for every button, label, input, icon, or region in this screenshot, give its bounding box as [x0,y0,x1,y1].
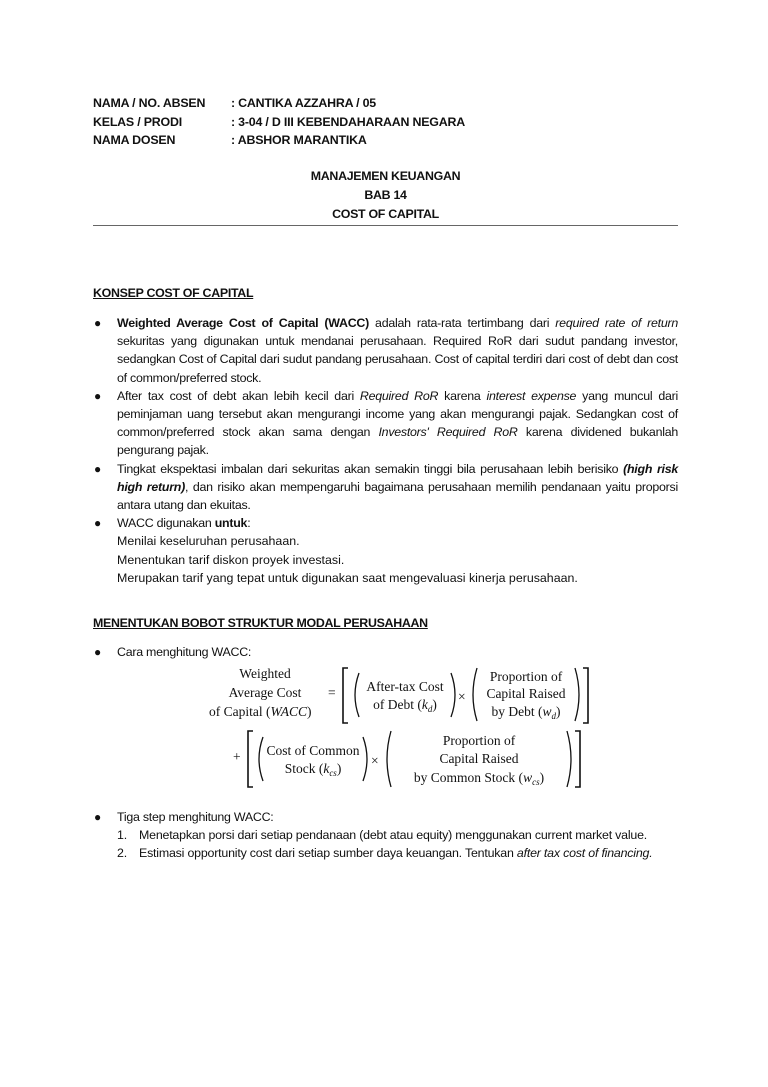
text-run: yang muncul dari peminjaman uang tersebut akan mengurangi income yang akan mengurangi pajak. Sedangkan cost of common/preferred stock akan sama dengan [117,388,679,440]
step-text: Menetapkan porsi dari setiap pendanaan (debt atau equity) menggunakan current market value. [139,828,648,843]
identity-row-lecturer [93,131,465,150]
bullet-icon: ● [94,461,102,476]
formula-text: of Debt $(k_d)$ [373,697,437,714]
list-item [93,514,678,587]
bold-italic-term: (high risk high return) [117,461,678,494]
identity-row-name [93,94,465,113]
usage-line: Menentukan tarif diskon proyek investasi. [117,552,345,567]
formula-text: Proportion of [489,669,563,684]
text-run: , dan risiko akan mempengaruhi bagaimana perusahaan memilih pendanaan yaitu proporsi antara utang dan ekuitas. [117,479,678,513]
identity-value: : 3-04 / D III KEBENDAHARAAN NEGARA [231,114,465,129]
formula-text: by Debt $(w_d)$ [491,704,561,721]
identity-value: : ABSHOR MARANTIKA [231,133,367,147]
section2-bullet-steps [93,808,678,863]
paren-right [451,673,455,717]
paren-right [575,668,579,721]
formula-text: Capital Raised [439,751,519,766]
formula-text: of Capital (WACC) [209,704,312,719]
italic-term: Required RoR [359,388,439,403]
text-run: Tingkat ekspektasi imbalan dari sekuritas akan semakin tinggi bila perusahaan lebih berisiko [117,461,624,476]
section2-bullet-wacc [93,643,678,661]
section-heading-konsep: KONSEP COST OF CAPITAL [93,286,254,300]
text-run: WACC digunakan [117,516,215,531]
bullet-icon: ● [94,645,102,659]
formula-text: by Common Stock $(w_{cs})$ [413,770,545,787]
title-divider [93,225,678,226]
italic-term: after tax cost of financing. [516,846,653,861]
formula-plus: + [233,749,241,764]
section-heading-bobot: MENENTUKAN BOBOT STRUKTUR MODAL PERUSAHAAN [93,616,428,630]
step-number: 1. [117,828,127,843]
usage-line: Menilai keseluruhan perusahaan. [117,534,300,549]
formula-text: After-tax Cost [366,679,444,694]
list-item [93,460,678,515]
paren-left [473,668,477,721]
formula-lhs [209,666,312,719]
title-course: MANAJEMEN KEUANGAN [310,169,461,183]
identity-header [93,94,465,150]
bullet-icon: ● [94,516,102,531]
list-item [117,844,678,862]
bullet-icon: ● [94,810,102,824]
step-number: 2. [117,846,127,861]
list-item [93,387,678,460]
paren-left [387,731,391,787]
steps-list [117,826,678,862]
document-title [93,167,678,224]
bullet-icon: ● [94,316,102,330]
formula-times: × [371,753,379,768]
bracket-right [575,731,580,787]
paren-right [363,737,367,781]
text-run: karena dividened bukanlah pengurang pajak. [117,425,678,458]
italic-term: Investors' Required RoR [378,425,518,440]
italic-term: required rate of return [555,316,679,330]
text-run: adalah rata-rata tertimbang dari [368,316,556,330]
usage-line: Merupakan tarif yang tepat untuk digunakan saat mengevaluasi kinerja perusahaan. [117,570,578,585]
paren-right [567,731,571,787]
bullet-icon: ● [94,388,102,403]
identity-value: : CANTIKA AZZAHRA / 05 [231,96,376,110]
bracket-left [248,731,253,787]
identity-label: KELAS / PRODI [93,114,182,129]
paragraph [117,314,678,387]
list-item [93,808,678,863]
bold-term: untuk [214,516,248,531]
paragraph [117,387,678,460]
list-item [117,826,678,844]
wacc-formula [205,665,590,790]
bracket-left [343,668,348,723]
formula-text: Cost of Common [266,743,360,758]
formula-text: Weighted [239,666,291,681]
paragraph: Cara menghitung WACC: [117,645,252,659]
formula-times: × [458,689,466,704]
text-run: : [247,516,251,531]
text-run: After tax cost of debt akan lebih kecil dari [117,388,360,403]
formula-equals: = [328,685,336,700]
paragraph: Tiga step menghitung WACC: [117,810,274,824]
paragraph [117,514,678,532]
title-topic: COST OF CAPITAL [332,207,439,221]
formula-text: Average Cost [228,685,302,700]
step-text: Estimasi opportunity cost dari setiap sumber daya keuangan. Tentukan [139,846,517,861]
identity-row-class [93,113,465,132]
formula-text: Capital Raised [486,686,566,701]
title-chapter: BAB 14 [364,188,407,202]
list-item [93,643,678,661]
paragraph [117,460,678,515]
formula-text: Stock $(k_{cs})$ [284,761,342,778]
paren-left [259,737,263,781]
identity-label: NAMA DOSEN [93,133,176,147]
list-item [93,314,678,387]
paren-left [355,673,359,717]
bold-term: Weighted Average Cost of Capital (WACC) [117,316,369,330]
italic-term: interest expense [486,388,577,403]
bracket-right [583,668,588,723]
formula-text: Proportion of [442,733,516,748]
identity-label: NAMA / NO. ABSEN [93,96,206,110]
text-run: karena [438,388,487,403]
section1-bullet-list [93,314,678,587]
text-run: sekuritas yang digunakan untuk mendanai perusahaan. Required RoR dari sudut pandang investor, sedangkan Cost of Capital dari sudut pandang perusahaan. Cost of capital terdiri dari cost of debt dan cost of common/preferred stock. [117,334,678,385]
